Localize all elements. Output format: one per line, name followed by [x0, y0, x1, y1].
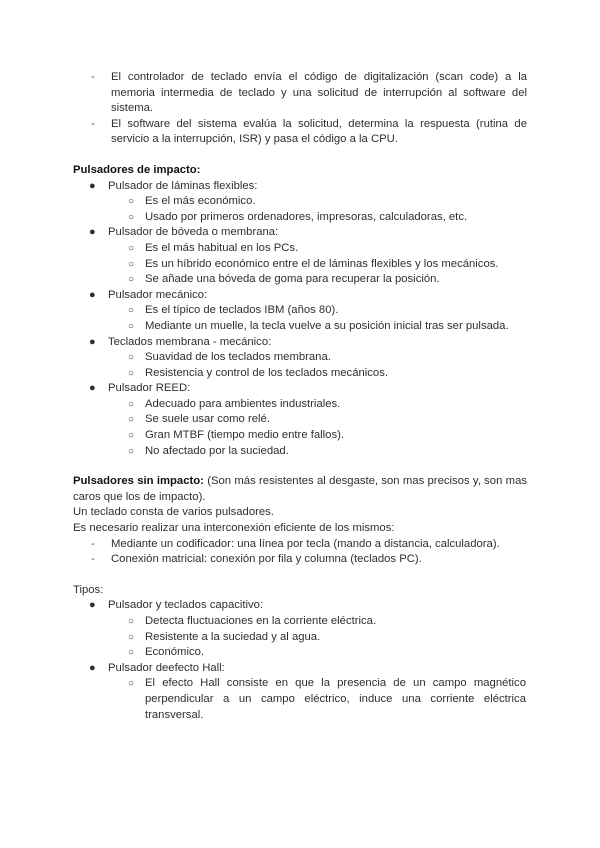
list-item: ○ El efecto Hall consiste en que la presencia de un campo magnético perpendicular a un campo eléctrico, induce una corriente eléctrica transversal.	[128, 677, 526, 721]
types-label: Tipos:	[73, 583, 104, 596]
list-item: - El controlador de teclado envía el código de digitalización (scan code) a la memoria intermedia de teclado y una solicitud de interrupción al software del sistema.	[91, 71, 527, 115]
circle-marker: ○	[128, 242, 135, 254]
circle-marker: ○	[128, 258, 135, 270]
circle-marker: ○	[128, 445, 135, 457]
section-intro	[73, 474, 527, 505]
list-item: ○ Gran MTBF (tiempo medio entre fallos).	[145, 428, 526, 444]
list-item: ○ Es el más habitual en los PCs.	[145, 241, 526, 257]
circle-marker: ○	[128, 430, 135, 442]
dash-marker: -	[91, 71, 95, 83]
list-item: ○ Resistencia y control de los teclados mecánicos.	[145, 366, 526, 382]
list-item: ○ Es el más económico.	[145, 194, 526, 210]
circle-marker: ○	[128, 616, 135, 627]
list-item: ○ Suavidad de los teclados membrana.	[145, 350, 526, 366]
section-heading: Pulsadores sin impacto:	[73, 475, 204, 488]
bullet-marker: ●	[89, 599, 96, 612]
list-item: - Conexión matricial: conexión por fila y columna (teclados PC).	[111, 552, 527, 568]
circle-marker: ○	[128, 211, 135, 223]
section-note: (Son más resistentes al desgaste, son mas precisos y, son mas caros que los de impacto).	[73, 475, 528, 503]
bullet-marker: ●	[89, 382, 96, 395]
paragraph-line: Es necesario realizar una interconexión eficiente de los mismos:	[73, 522, 395, 535]
list-item: ○ Económico.	[145, 645, 526, 661]
list-item: ○ Es un híbrido económico entre el de láminas flexibles y los mecánicos.	[145, 257, 526, 273]
list-item: ○ Adecuado para ambientes industriales.	[145, 397, 526, 413]
list-item: ○ Mediante un muelle, la tecla vuelve a su posición inicial tras ser pulsada.	[145, 319, 526, 335]
list-item: ○ Usado por primeros ordenadores, impresoras, calculadoras, etc.	[145, 210, 526, 226]
list-item: ○ Se añade una bóveda de goma para recuperar la posición.	[145, 272, 526, 288]
section-heading: Pulsadores de impacto:	[73, 163, 201, 176]
bullet-marker: ●	[89, 661, 96, 674]
list-item: ○ Se suele usar como relé.	[145, 412, 526, 428]
list-item: ● Pulsador de láminas flexibles:	[108, 179, 526, 195]
list-item: ● Pulsador de bóveda o membrana:	[108, 225, 526, 241]
list-item: ○ Es el típico de teclados IBM (años 80).	[145, 303, 526, 319]
list-item: - Mediante un codificador: una línea por tecla (mando a distancia, calculadora).	[111, 537, 527, 553]
dash-marker: -	[91, 553, 95, 566]
circle-marker: ○	[128, 414, 135, 426]
list-item: - El software del sistema evalúa la solicitud, determina la respuesta (rutina de servicio a la interrupción, ISR) y pasa el código a la CPU.	[91, 117, 527, 146]
dash-marker: -	[91, 537, 95, 550]
circle-marker: ○	[128, 305, 135, 317]
list-item: ○ Resistente a la suciedad y al agua.	[145, 630, 526, 646]
list-item: ● Pulsador REED:	[108, 381, 526, 397]
list-item: ○ No afectado por la suciedad.	[145, 444, 526, 460]
list-item: ● Pulsador deefecto Hall:	[108, 661, 526, 677]
bullet-marker: ●	[89, 288, 96, 301]
paragraph-line: Un teclado consta de varios pulsadores.	[73, 506, 274, 519]
circle-marker: ○	[128, 367, 135, 379]
list-item: ○ Detecta fluctuaciones en la corriente eléctrica.	[145, 614, 526, 630]
bullet-marker: ●	[89, 179, 96, 192]
circle-marker: ○	[128, 647, 135, 659]
list-item: ● Pulsador mecánico:	[108, 288, 526, 304]
dash-marker: -	[91, 117, 95, 130]
circle-marker: ○	[128, 196, 135, 208]
bullet-marker: ●	[89, 226, 96, 239]
list-item: ● Teclados membrana - mecánico:	[108, 335, 526, 351]
document-page	[0, 70, 600, 723]
circle-marker: ○	[128, 398, 135, 410]
circle-marker: ○	[128, 320, 135, 332]
circle-marker: ○	[128, 678, 135, 690]
circle-marker: ○	[128, 274, 135, 286]
list-item: ● Pulsador y teclados capacitivo:	[108, 598, 526, 614]
circle-marker: ○	[128, 352, 135, 364]
bullet-marker: ●	[89, 335, 96, 348]
circle-marker: ○	[128, 631, 135, 643]
